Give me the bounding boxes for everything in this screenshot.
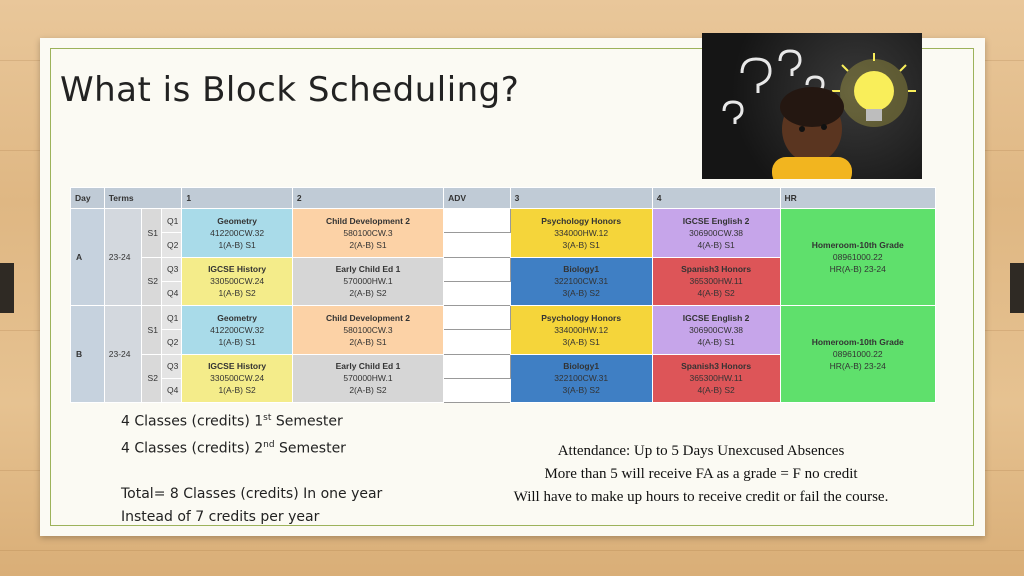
adv-cell bbox=[444, 257, 510, 281]
course-code: 580100CW.3 bbox=[343, 227, 393, 238]
attendance-notes bbox=[445, 440, 957, 509]
course-sect: 3(A-B) S1 bbox=[562, 239, 600, 250]
right-edge-tab bbox=[1010, 263, 1024, 313]
course-code: 08961000.22 bbox=[832, 349, 883, 359]
course-name: Biology1 bbox=[563, 264, 600, 275]
course-cell-block-3 bbox=[510, 209, 652, 258]
notes-line-2: 4 Classes (credits) 2nd Semester bbox=[121, 439, 346, 457]
header-block-1: 1 bbox=[182, 188, 292, 209]
quarter-cell: Q4 bbox=[161, 378, 181, 402]
course-cell-block-1 bbox=[182, 257, 292, 306]
credits-notes bbox=[121, 407, 441, 529]
course-cell-block-1 bbox=[182, 209, 292, 258]
course-sect: 2(A-B) S1 bbox=[349, 336, 387, 347]
header-day: Day bbox=[71, 188, 105, 209]
course-cell-block-2 bbox=[292, 354, 443, 403]
left-edge-tab bbox=[0, 263, 14, 313]
course-cell-block-4 bbox=[652, 354, 780, 403]
course-code: 365300HW.11 bbox=[689, 373, 743, 384]
adv-cell bbox=[444, 281, 510, 305]
course-sect: 1(A-B) S2 bbox=[218, 288, 256, 299]
semester-cell: S2 bbox=[141, 257, 161, 306]
adv-cell bbox=[444, 330, 510, 354]
course-name: Homeroom-10th Grade bbox=[811, 337, 904, 347]
child-figure bbox=[772, 87, 852, 179]
course-code: 334000HW.12 bbox=[554, 324, 609, 335]
course-cell-block-3 bbox=[510, 306, 652, 355]
course-code: 365300HW.11 bbox=[689, 276, 743, 287]
course-code: 580100CW.3 bbox=[343, 324, 393, 335]
course-cell-block-2 bbox=[292, 257, 443, 306]
semester-cell: S1 bbox=[141, 209, 161, 258]
course-sect: 1(A-B) S1 bbox=[218, 336, 256, 347]
course-name: Early Child Ed 1 bbox=[335, 361, 401, 372]
course-name: Biology1 bbox=[563, 361, 600, 372]
course-sect: 4(A-B) S2 bbox=[697, 385, 735, 396]
course-sect: 3(A-B) S2 bbox=[562, 288, 600, 299]
course-sect: 1(A-B) S1 bbox=[218, 239, 256, 250]
header-block-3: 3 bbox=[510, 188, 652, 209]
term-cell: 23-24 bbox=[104, 209, 141, 306]
course-code: 334000HW.12 bbox=[554, 227, 609, 238]
course-cell-block-1 bbox=[182, 306, 292, 355]
lightbulb-icon bbox=[832, 53, 916, 127]
course-name: Geometry bbox=[217, 312, 257, 323]
quarter-cell: Q1 bbox=[161, 209, 181, 233]
course-sect: 3(A-B) S2 bbox=[562, 385, 600, 396]
adv-cell bbox=[444, 354, 510, 378]
course-code: 322100CW.31 bbox=[554, 276, 609, 287]
course-name: IGCSE English 2 bbox=[682, 312, 750, 323]
course-name: Spanish3 Honors bbox=[681, 361, 752, 372]
semester-cell: S1 bbox=[141, 306, 161, 355]
header-block-4: 4 bbox=[652, 188, 780, 209]
adv-cell bbox=[444, 378, 510, 402]
course-name: Child Development 2 bbox=[325, 312, 411, 323]
course-name: IGCSE History bbox=[208, 264, 267, 275]
course-code: 330500CW.24 bbox=[210, 276, 265, 287]
quarter-cell: Q3 bbox=[161, 354, 181, 378]
course-sect: 2(A-B) S2 bbox=[349, 288, 387, 299]
course-cell-block-4 bbox=[652, 257, 780, 306]
slide-title: What is Block Scheduling? bbox=[60, 70, 520, 110]
attendance-line-2: More than 5 will receive FA as a grade = F no credit bbox=[544, 466, 858, 482]
semester-cell: S2 bbox=[141, 354, 161, 403]
course-sect: 4(A-B) S1 bbox=[697, 239, 735, 250]
course-cell-block-4 bbox=[652, 306, 780, 355]
course-name: Homeroom-10th Grade bbox=[811, 240, 904, 250]
course-code: 306900CW.38 bbox=[689, 227, 744, 238]
quarter-cell: Q2 bbox=[161, 330, 181, 354]
day-cell: A bbox=[71, 209, 105, 306]
block-schedule-table bbox=[70, 187, 936, 403]
course-code: 570000HW.1 bbox=[343, 373, 393, 384]
course-sect: 2(A-B) S1 bbox=[349, 239, 387, 250]
thinking-child-photo bbox=[702, 33, 922, 179]
notes-line-1: 4 Classes (credits) 1st Semester bbox=[121, 413, 343, 430]
term-cell: 23-24 bbox=[104, 306, 141, 403]
course-cell-block-3 bbox=[510, 257, 652, 306]
course-cell-block-2 bbox=[292, 209, 443, 258]
course-code: 08961000.22 bbox=[832, 252, 883, 262]
table-row bbox=[71, 306, 936, 330]
course-sect: 2(A-B) S2 bbox=[349, 385, 387, 396]
attendance-line-1: Attendance: Up to 5 Days Unexcused Absences bbox=[557, 443, 845, 459]
course-cell-block-1 bbox=[182, 354, 292, 403]
course-code: 306900CW.38 bbox=[689, 324, 744, 335]
course-name: Psychology Honors bbox=[541, 312, 622, 323]
course-code: 412200CW.32 bbox=[210, 227, 265, 238]
course-sect: 4(A-B) S1 bbox=[697, 336, 735, 347]
quarter-cell: Q3 bbox=[161, 257, 181, 281]
day-cell: B bbox=[71, 306, 105, 403]
quarter-cell: Q4 bbox=[161, 281, 181, 305]
homeroom-cell bbox=[780, 306, 936, 403]
course-code: 570000HW.1 bbox=[343, 276, 393, 287]
course-name: IGCSE History bbox=[208, 361, 267, 372]
quarter-cell: Q1 bbox=[161, 306, 181, 330]
header-block-2: 2 bbox=[292, 188, 443, 209]
header-adv: ADV bbox=[444, 188, 510, 209]
notes-line-4: Instead of 7 credits per year bbox=[121, 509, 320, 526]
attendance-line-3: Will have to make up hours to receive credit or fail the course. bbox=[513, 489, 889, 505]
course-name: IGCSE English 2 bbox=[682, 215, 750, 226]
course-name: Geometry bbox=[217, 215, 257, 226]
course-code: 412200CW.32 bbox=[210, 324, 265, 335]
table-row bbox=[71, 209, 936, 233]
table-header-row bbox=[71, 188, 936, 209]
course-code: 330500CW.24 bbox=[210, 373, 265, 384]
course-code: 322100CW.31 bbox=[554, 373, 609, 384]
adv-cell bbox=[444, 306, 510, 330]
homeroom-cell bbox=[780, 209, 936, 306]
course-name: Child Development 2 bbox=[325, 215, 411, 226]
course-name: Psychology Honors bbox=[541, 215, 622, 226]
course-sect: HR(A-B) 23-24 bbox=[829, 361, 886, 371]
notes-line-3: Total= 8 Classes (credits) In one year bbox=[121, 486, 383, 503]
course-sect: 3(A-B) S1 bbox=[562, 336, 600, 347]
course-sect: 1(A-B) S2 bbox=[218, 385, 256, 396]
header-hr: HR bbox=[780, 188, 936, 209]
adv-cell bbox=[444, 233, 510, 257]
adv-cell bbox=[444, 209, 510, 233]
course-name: Early Child Ed 1 bbox=[335, 264, 401, 275]
course-cell-block-4 bbox=[652, 209, 780, 258]
course-sect: 4(A-B) S2 bbox=[697, 288, 735, 299]
quarter-cell: Q2 bbox=[161, 233, 181, 257]
course-cell-block-3 bbox=[510, 354, 652, 403]
header-terms: Terms bbox=[104, 188, 182, 209]
course-name: Spanish3 Honors bbox=[681, 264, 752, 275]
course-sect: HR(A-B) 23-24 bbox=[829, 264, 886, 274]
course-cell-block-2 bbox=[292, 306, 443, 355]
